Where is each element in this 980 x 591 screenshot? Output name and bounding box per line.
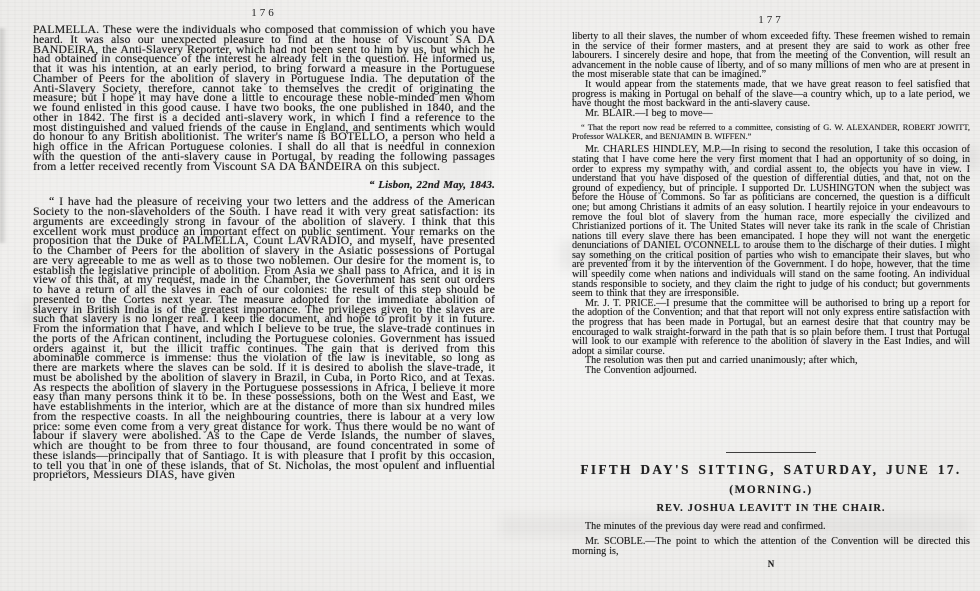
- fifth-day-sitting-section: [572, 452, 970, 569]
- letter-conclusion-paragraph: liberty to all their slaves, the number of whom exceeded fifty. These freemen wished to remain in the service of their former masters, and at present they are said to work as other free labourers. I sincerely desire and hope, that from the meeting of the Convention, will result an advancement in the noble cause of liberty, and of so many millions of men who are at present in the most miserable state that can be imagined.”: [572, 31, 970, 81]
- page-number-left: 176: [251, 7, 277, 19]
- adjournment-line: The Convention adjourned.: [585, 365, 697, 376]
- minutes-confirmed-line: The minutes of the previous day were read and confirmed.: [585, 521, 826, 532]
- speech-price: Mr. J. T. PRICE.—I presume that the committee will be authorised to bring up a report for the adoption of the Convention; and that that report will not only express entire satisfaction with the progress that has been made in Portugal, but an earnest desire that that country may be encouraged to walk straight-forward in the path that is so plain before them. I trust that Portugal will look to our example with reference to the abolition of slavery in the East Indies, and will adopt a similar course.: [572, 297, 970, 357]
- speech-blair: Mr. BLAIR.—I beg to move—: [585, 107, 713, 119]
- sitting-session-label: (MORNING.): [729, 484, 813, 496]
- sitting-heading: FIFTH DAY'S SITTING, SATURDAY, JUNE 17.: [580, 462, 962, 477]
- page-176: [33, 8, 495, 480]
- speech-scoble: Mr. SCOBLE.—The point to which the attention of the Convention will be directed this morning is,: [572, 536, 970, 557]
- paragraph-progress-remark: It would appear from the statements made, that we have great reason to feel satisfied that progress is making in Portugal on behalf of the slave—a country which, up to a late period, we have thought the most backward in the anti-slavery cause.: [572, 78, 970, 110]
- letter-dateline: “ Lisbon, 22nd May, 1843.: [369, 179, 495, 192]
- paragraph-palmella-continuation: PALMELLA. These were the individuals who composed that commission of which you have heard. It was also our unexpected pleasure to find at the house of Viscount SA DA BANDEIRA, the Anti-Slavery Reporter, which had not been sent to him by us, but which he had obtained in consequence of the interest he already felt in the question. He informed us, that it was his intention, at an early period, to bring forward a measure in the Portuguese Chamber of Peers for the abolition of slavery in Portuguese India. The deputation of the Anti-Slavery Society, therefore, cannot take to themselves the credit of originating the measure; but I hope it may have done a little to encourage these noble-minded men whom we found enlisted in this good cause. I have two books, the one published in 1840, and the other in 1842. The first is a decided anti-slavery work, in which I find a reference to the most distinguished and valued friends of the cause in England, and sentiments which would do honour to any British abolitionist. The writer's name is BOTELLO, a person who held a high office in the African Portuguese colonies. I shall do all that is needful in connexion with the question of the anti-slavery cause in Portugal, by reading the following passages from a letter received recently from Viscount SA DA BANDEIRA on this subject.: [33, 22, 495, 173]
- motion-quote: “ That the report now read be referred to a committee, consisting of G. W. ALEXANDER, ROBERT JOWITT, Professor WALKER, and BENJAMIN B. WIFFEN.”: [572, 123, 970, 142]
- letter-body-sa-da-bandeira: “ I have had the pleasure of receiving your two letters and the address of the American Society to the non-slaveholders of the South. I have read it with very great satisfaction: its arguments are exceedingly strong in favour of the abolition of slavery. I think that this excellent work must produce an important effect on public sentiment. Your remarks on the proposition that the Duke of PALMELLA, Count LAVRADIO, and myself, have presented to the Chamber of Peers for the abolition of slavery in the Asiatic possessions of Portugal are very agreeable to me as well as to those two noblemen. Our desire for the moment is, to establish the legislative principle of abolition. From Asia we shall pass to Africa, and it is in view of this that, at my request, made in the Chamber, the Government has sent out orders to have a return of all the slaves in each of our colonies: the result of this step should be presented to the Cortes next year. The measure adopted for the immediate abolition of slavery in British India is of the greatest importance. The privileges given to the slaves are such that slavery is no longer real. I keep the document, and hope to profit by it in future. From the information that I have, and which I believe to be true, the slave-trade continues in the ports of the African continent, including the Portuguese colonies. Government has issued orders against it, but the illicit traffic continues. The gain that is derived from this abominable commerce is immense: thus the violation of the law is inevitable, so long as there are markets where the slaves can be sold. If it is desired to abolish the slave-trade, it must be abolished by the abolition of slavery in Brazil, in Cuba, in Porto Rico, and at Texas. As respects the abolition of slavery in the Portuguese possessions in Africa, I believe it more easy than many persons think it to be. In these possessions, both on the West and East, we have establishments in the interior, which are at the distance of more than six hundred miles from the respective coasts. In all the neighbouring countries, there is labour at a very low price: some even come from a very great distance for work. Thus there would be no want of labour if slavery were abolished. As to the Cape de Verde Islands, the number of slaves, which are thought to be from three to four thousand, are found concentrated in some of these islands—principally that of Santiago. It is with pleasure that I profit by this occasion, to tell you that in one of these islands, that of St. Nicholas, the most opulent and influential proprietors, Messieurs DIAS, have given: [33, 194, 496, 482]
- speech-hindley: Mr. CHARLES HINDLEY, M.P.—In rising to second the resolution, I take this occasion of stating that I have come here the very first moment that I had an opportunity of so doing, in order to express my sympathy with, and cordial assent to, the objects you have in view. I understand that you have disposed of the question of differential duties, and that, not on the ground of expediency, but of principle. I supported Dr. LUSHINGTON when the subject was before the House of Commons. So far as politicians are concerned, the question is a difficult one; but among Christians it admits of an easy solution. I heartily rejoice in your endeavours to remove the foul blot of slavery from the human race, more especially the civilized and Christianized portions of it. The United States will never take its rank in the scale of Christian nations till every slave there has been emancipated. I hope they will not want the energetic denunciations of DANIEL O'CONNELL to arouse them to the discharge of their duties. I might say something on the critical position of parties who wish to emancipate their slaves, but who are prevented from it by the intervention of the Government. I do hope, however, that the time will speedily come when nations and individuals will stand on the same footing. An individual stands responsible to society, and they claim the right to judge of his conduct; but governments seem to think that they are irresponsible.: [572, 144, 970, 300]
- printer-signature-mark: N: [767, 559, 775, 569]
- sitting-chairman-line: REV. JOSHUA LEAVITT IN THE CHAIR.: [656, 503, 886, 514]
- page-number-right: 177: [758, 14, 784, 26]
- page-177: [572, 14, 970, 569]
- section-divider-rule: [726, 452, 816, 453]
- resolution-line: The resolution was then put and carried unanimously; after which,: [585, 355, 858, 367]
